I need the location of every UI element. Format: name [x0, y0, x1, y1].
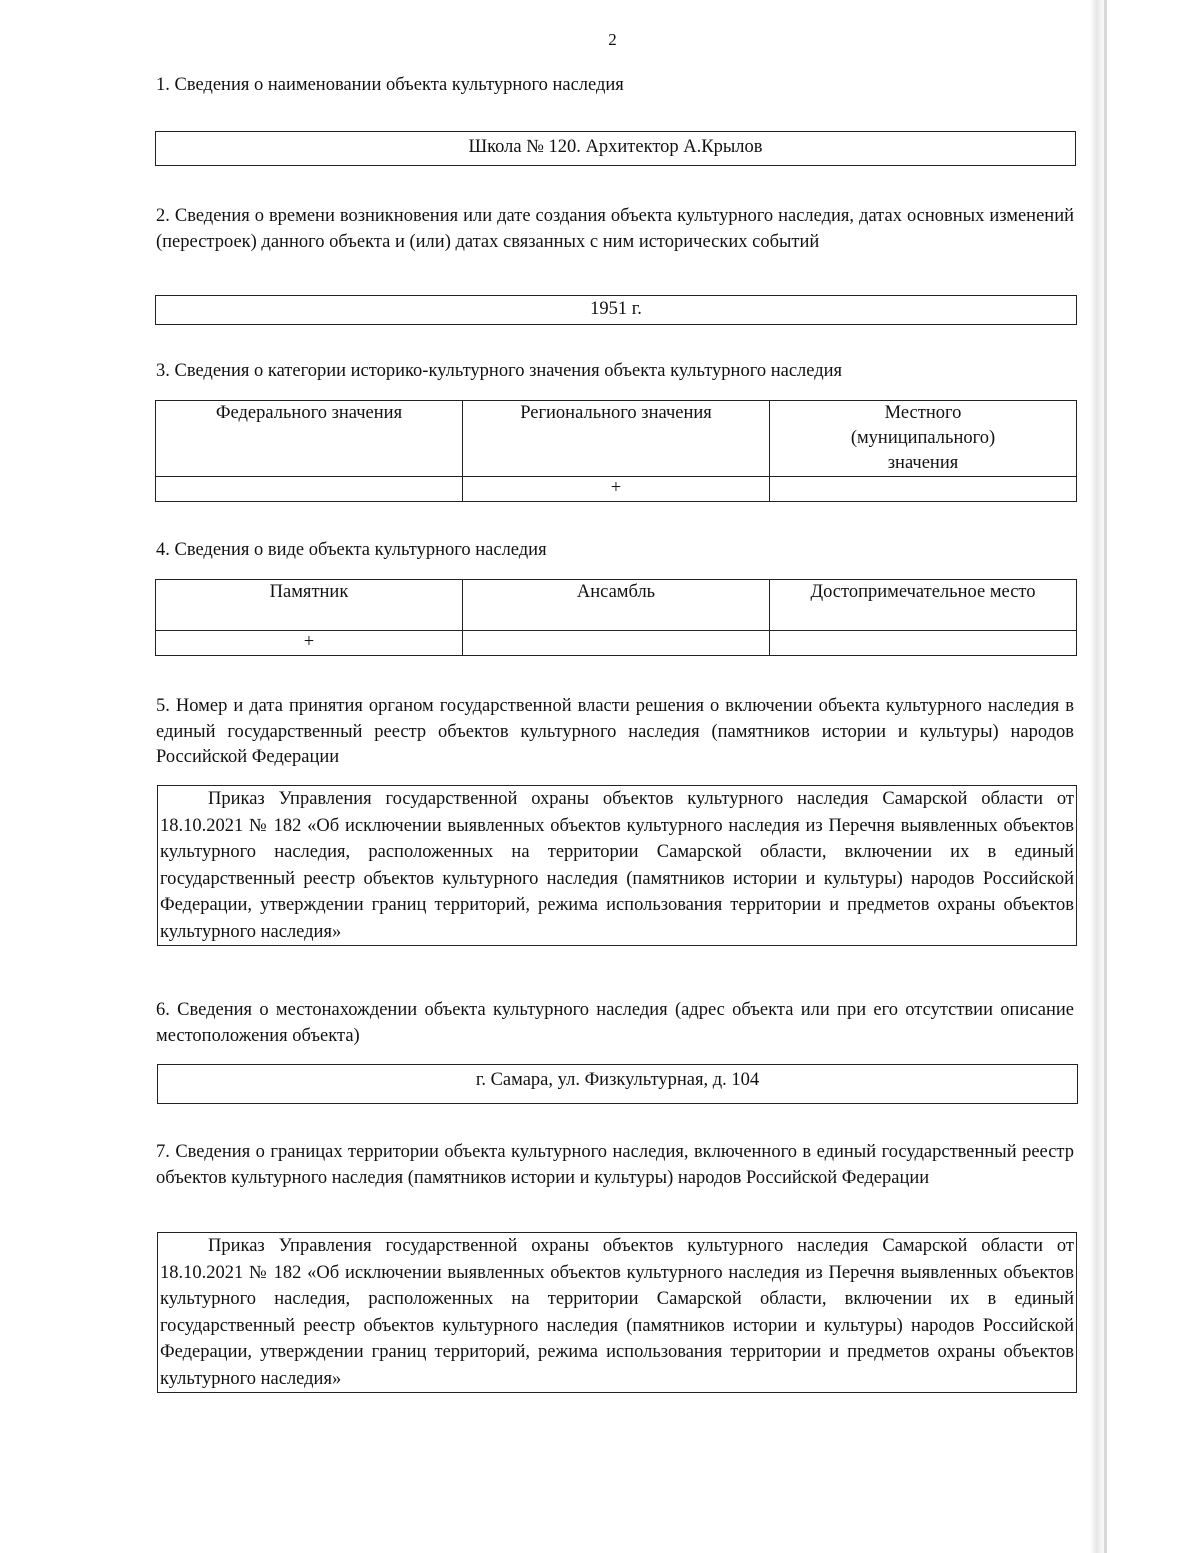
type-mark-landmark	[770, 631, 1077, 656]
section-6-heading: 6. Сведения о местонахождении объекта культурного наследия (адрес объекта или при его отсутствии описание местоположения объекта)	[156, 1000, 1074, 1046]
page-number: 2	[608, 30, 617, 49]
category-local: Местного (муниципального) значения	[770, 401, 1077, 477]
category-header-row	[156, 401, 1077, 477]
category-mark-row	[156, 477, 1077, 502]
section-2-heading: 2. Сведения о времени возникновения или дате создания объекта культурного наследия, датах основных изменений (перестроек) данного объекта и (или) датах связанных с ним исторических событий	[156, 206, 1074, 252]
type-header-row	[156, 580, 1077, 631]
scan-edge-line	[1104, 0, 1107, 1553]
type-mark-ensemble	[463, 631, 770, 656]
category-regional: Регионального значения	[463, 401, 770, 477]
category-mark-federal	[156, 477, 463, 502]
section-6-address-box: г. Самара, ул. Физкультурная, д. 104	[157, 1064, 1078, 1104]
type-mark-row	[156, 631, 1077, 656]
category-mark-local	[770, 477, 1077, 502]
category-federal: Федерального значения	[156, 401, 463, 477]
type-mark-monument: +	[156, 631, 463, 656]
type-landmark: Достопримечательное место	[770, 580, 1077, 631]
category-table	[155, 400, 1077, 502]
section-3-heading: 3. Сведения о категории историко-культурного значения объекта культурного наследия	[156, 361, 843, 381]
scan-edge-shadow	[1090, 0, 1110, 1553]
section-7-order-box: Приказ Управления государственной охраны объектов культурного наследия Самарской области от 18.10.2021 № 182 «Об исключении выявленных объектов культурного наследия из Перечня выявленных объектов культурного наследия, расположенных на территории Самарской области, включении их в единый государственный реестр объектов культурного наследия (памятников истории и культуры) народов Российской Федерации, утверждении границ территорий, режима использования территории и предметов охраны объектов культурного наследия»	[157, 1232, 1077, 1393]
section-5-order-box: Приказ Управления государственной охраны объектов культурного наследия Самарской области от 18.10.2021 № 182 «Об исключении выявленных объектов культурного наследия из Перечня выявленных объектов культурного наследия, расположенных на территории Самарской области, включении их в единый государственный реестр объектов культурного наследия (памятников истории и культуры) народов Российской Федерации, утверждении границ территорий, режима использования территории и предметов охраны объектов культурного наследия»	[157, 785, 1077, 946]
section-4-heading: 4. Сведения о виде объекта культурного наследия	[156, 540, 547, 560]
section-1-heading: 1. Сведения о наименовании объекта культурного наследия	[156, 75, 624, 95]
type-monument: Памятник	[156, 580, 463, 631]
type-ensemble: Ансамбль	[463, 580, 770, 631]
category-mark-regional: +	[463, 477, 770, 502]
type-table	[155, 579, 1077, 656]
section-1-name-box: Школа № 120. Архитектор А.Крылов	[155, 131, 1076, 166]
section-5-heading: 5. Номер и дата принятия органом государственной власти решения о включении объекта культурного наследия в единый государственный реестр объектов культурного наследия (памятников истории и культуры) народов Российской Федерации	[156, 696, 1074, 767]
section-2-date-box: 1951 г.	[155, 295, 1077, 325]
section-7-heading: 7. Сведения о границах территории объекта культурного наследия, включенного в единый государственный реестр объектов культурного наследия (памятников истории и культуры) народов Российской Федерации	[156, 1142, 1074, 1188]
